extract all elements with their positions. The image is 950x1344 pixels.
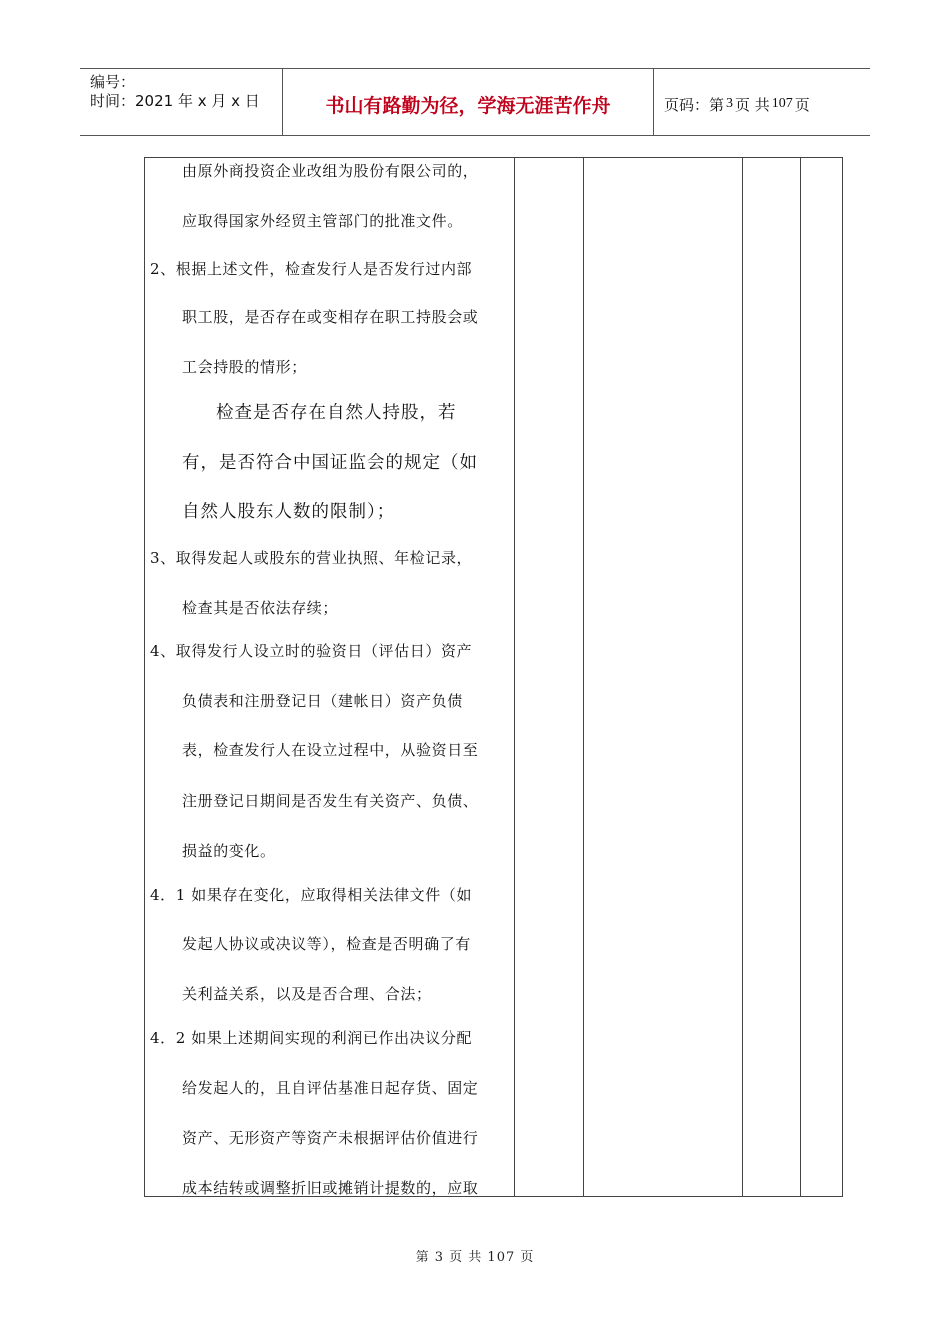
number-label: 编号：	[90, 73, 136, 91]
body-line: 表，检查发行人在设立过程中，从验资日至	[182, 741, 479, 759]
body-line: 职工股，是否存在或变相存在职工持股会或	[182, 308, 479, 326]
page-current: 3	[726, 96, 734, 111]
column-divider	[800, 158, 801, 1196]
page-header	[80, 68, 870, 136]
page-mid: 页 共	[735, 95, 770, 114]
body-line: 自然人股东人数的限制）；	[182, 502, 396, 522]
time-label: 时间：2021 年 x 月 x 日	[90, 92, 260, 110]
column-divider	[514, 158, 515, 1196]
body-line: 4．2 如果上述期间实现的利润已作出决议分配	[150, 1029, 473, 1047]
body-line: 4、取得发行人设立时的验资日（评估日）资产	[150, 642, 473, 660]
column-divider	[742, 158, 743, 1196]
body-line: 损益的变化。	[182, 842, 276, 860]
body-line: 检查其是否依法存续；	[182, 599, 339, 617]
column-divider	[583, 158, 584, 1196]
body-line: 资产、无形资产等资产未根据评估价值进行	[182, 1129, 479, 1147]
body-line: 注册登记日期间是否发生有关资产、负债、	[182, 792, 479, 810]
body-line: 关利益关系，以及是否合理、合法；	[182, 985, 432, 1003]
body-line: 工会持股的情形；	[182, 358, 307, 376]
page-indicator	[654, 69, 870, 135]
page-total: 107	[771, 96, 793, 111]
body-line: 给发起人的，且自评估基准日起存货、固定	[182, 1079, 479, 1097]
page-footer: 第 3 页 共 107 页	[415, 1250, 535, 1265]
body-line: 检查是否存在自然人持股，若	[216, 403, 457, 423]
page-prefix: 页码：第	[664, 95, 725, 114]
body-line: 成本结转或调整折旧或摊销计提数的，应取	[182, 1179, 479, 1197]
page-suffix: 页	[794, 95, 810, 114]
body-line: 发起人协议或决议等），检查是否明确了有	[182, 935, 471, 953]
body-line: 4．1 如果存在变化，应取得相关法律文件（如	[150, 886, 473, 904]
header-meta	[80, 69, 282, 135]
motto: 书山有路勤为径，学海无涯苦作舟	[282, 69, 654, 135]
body-line: 负债表和注册登记日（建帐日）资产负债	[182, 692, 463, 710]
body-line: 2、根据上述文件，检查发行人是否发行过内部	[150, 260, 473, 278]
body-line: 由原外商投资企业改组为股份有限公司的，	[182, 162, 479, 180]
body-line: 应取得国家外经贸主管部门的批准文件。	[182, 212, 463, 230]
body-line: 有，是否符合中国证监会的规定（如	[182, 453, 478, 473]
body-line: 3、取得发起人或股东的营业执照、年检记录，	[150, 549, 473, 567]
